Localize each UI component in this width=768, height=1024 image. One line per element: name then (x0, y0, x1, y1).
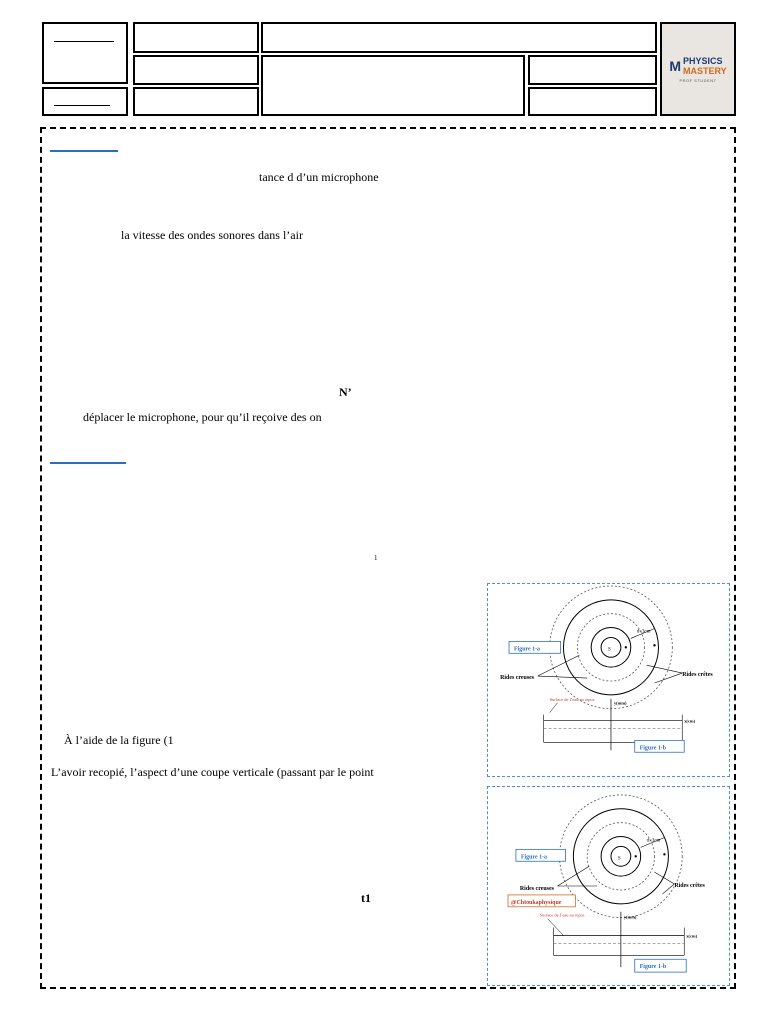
fig1-ring-dashed-mid (577, 614, 644, 681)
header-box-center (261, 55, 525, 116)
fig2-x-axis-label: x(cm) (686, 933, 698, 939)
header-box-title (261, 22, 657, 53)
figure-1-diagram (488, 584, 729, 776)
fig1-arrow-cretes-2 (655, 673, 683, 683)
section-divider-1 (50, 150, 118, 152)
fig1-source: S (608, 647, 611, 653)
text-line-1: tance d d’un microphone (259, 170, 379, 184)
fig2-y-axis-label: y(mm) (623, 914, 637, 920)
fig1-arrow-creuses-2 (538, 676, 587, 678)
text-line-2: la vitesse des ondes sonores dans l’air (121, 228, 303, 242)
fig1-label-a: Figure 1-a (513, 646, 541, 653)
fig2-arrow-creuses-1 (558, 866, 590, 886)
header-box-left-bottom (42, 87, 128, 116)
fig2-surface-label: Surface de l’eau au repos (539, 912, 585, 918)
text-line-3: déplacer le microphone, pour qu’il reçoive des on (83, 410, 322, 424)
physics-mastery-logo (660, 22, 736, 116)
fig1-distance: d=3cm (636, 629, 651, 635)
fig1-x-axis-label: x(cm) (684, 718, 696, 724)
header-box-right-top (528, 55, 657, 85)
text-line-4: À l’aide de la figure (1 (64, 733, 174, 747)
fig2-point-b (663, 853, 665, 855)
logo-line-1: PHYSICS (683, 55, 723, 66)
fig1-point-b (653, 644, 655, 646)
fig2-distance: d=3cm (646, 838, 661, 844)
fig1-ring-center (601, 637, 621, 657)
fig2-point-a (635, 855, 637, 857)
fig2-label-a: Figure 1-a (520, 854, 548, 861)
fig2-label-b: Figure 1-b (639, 964, 667, 971)
figure-2-diagram (488, 787, 729, 985)
header-box-right-bottom (528, 87, 657, 116)
logo-line-2: MASTERY (683, 65, 727, 76)
fig1-rides-cretes: Rides crêtes (682, 672, 713, 679)
fig2-arrow-cretes-1 (655, 872, 675, 884)
fig1-rides-creuses: Rides creuses (500, 675, 535, 682)
section-divider-2 (50, 462, 126, 464)
fig2-ring-dashed-mid (587, 823, 654, 890)
fig2-arrow-cretes-2 (662, 884, 674, 894)
fig2-source: S (617, 856, 621, 862)
fig1-surface-arrow (550, 703, 558, 713)
figure-2-box (487, 786, 730, 986)
logo-m-icon: M (669, 57, 681, 74)
header-box-mid-top (133, 22, 259, 53)
fig2-rides-cretes: Rides crêtes (674, 882, 705, 889)
text-line-5: L’avoir recopié, l’aspect d’une coupe verticale (passant par le point (51, 765, 374, 779)
fig1-point-a (625, 646, 627, 648)
fig2-watermark: @Chtoukaphysique (510, 899, 562, 906)
text-t1: t1 (361, 891, 371, 905)
text-small-mark: 1 (374, 554, 378, 562)
text-n-prime: N’ (339, 385, 352, 399)
fig2-surface-arrow (548, 919, 564, 936)
fig1-ring-dashed-outer (550, 586, 673, 709)
header-box-left-top (42, 22, 128, 84)
header-box-mid-middle (133, 55, 259, 85)
fig1-arrow-creuses-1 (538, 655, 580, 676)
fig2-ring-dashed-outer (559, 795, 682, 918)
figure-1-box (487, 583, 730, 777)
fig2-rides-creuses: Rides creuses (519, 885, 554, 892)
fig1-y-axis-label: y(mm) (613, 700, 627, 706)
header-underline-2 (54, 105, 110, 106)
logo-tagline: PROF STUDENT (679, 77, 717, 83)
fig2-ring-center (611, 846, 631, 866)
header-underline-1 (54, 41, 114, 42)
fig1-label-b: Figure 1-b (639, 745, 667, 752)
header-box-mid-bottom (133, 87, 259, 116)
fig1-surface-label: Surface de l’eau au repos (549, 696, 595, 702)
